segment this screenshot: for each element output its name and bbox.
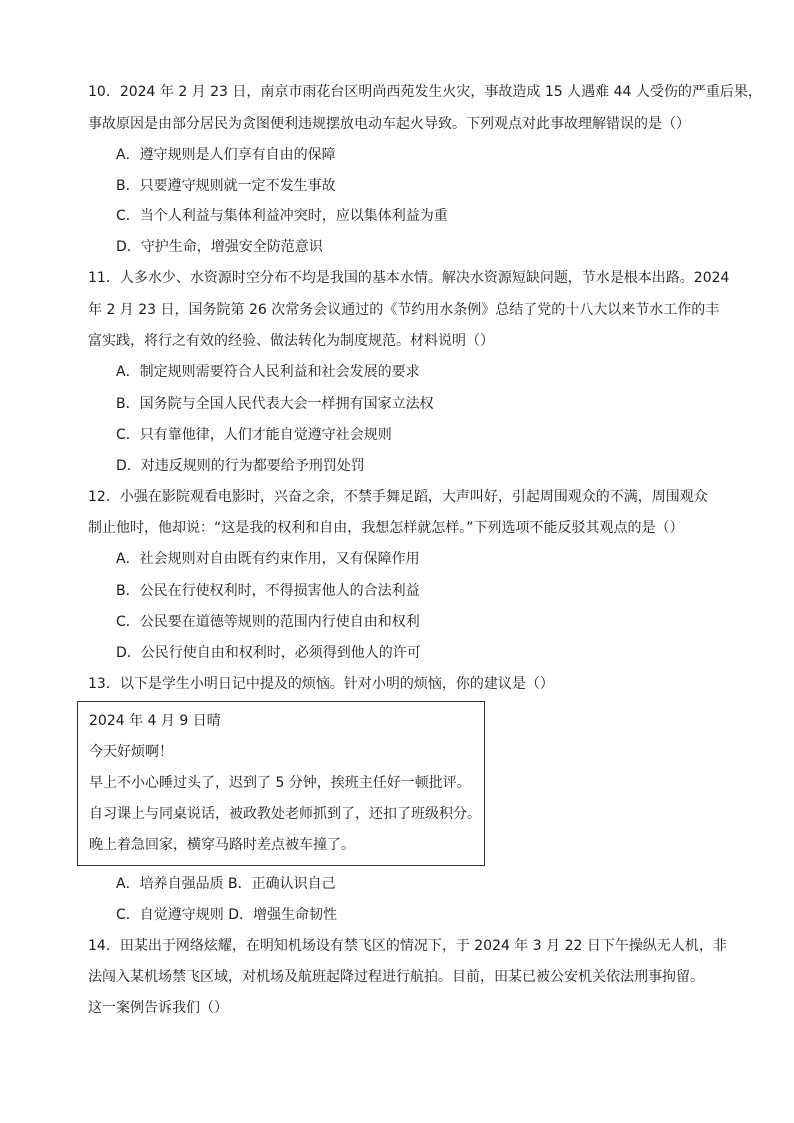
question-14-stem-line-1: 14．田某出于网络炫耀，在明知机场设有禁飞区的情况下，于 2024 年 3 月 22 日下午操纵无人机，非 [88, 938, 727, 954]
question-11-option-a: A．制定规则需要符合人民利益和社会发展的要求 [116, 364, 420, 380]
question-11-option-d: D．对违反规则的行为都要给予刑罚处罚 [116, 458, 365, 474]
question-10-option-b: B．只要遵守规则就一定不发生事故 [116, 178, 336, 194]
question-12-option-c: C．公民要在道德等规则的范围内行使自由和权利 [116, 614, 420, 630]
diary-line-2: 早上不小心睡过头了，迟到了 5 分钟，挨班主任好一顿批评。 [89, 775, 471, 791]
question-14-stem-line-2: 法闯入某机场禁飞区域，对机场及航班起降过程进行航拍。目前，田某已被公安机关依法刑事拘留。 [88, 969, 704, 985]
question-12-option-b: B．公民在行使权利时，不得损害他人的合法利益 [116, 583, 420, 599]
question-10-option-a: A．遵守规则是人们享有自由的保障 [116, 147, 336, 163]
question-14-stem-line-3: 这一案例告诉我们（） [88, 1000, 228, 1016]
question-12-option-a: A．社会规则对自由既有约束作用，又有保障作用 [116, 551, 420, 567]
diary-line-3: 自习课上与同桌说话，被政教处老师抓到了，还扣了班级积分。 [89, 806, 481, 822]
question-11-option-c: C．只有靠他律，人们才能自觉遵守社会规则 [116, 427, 392, 443]
question-11-stem-line-2: 年 2 月 23 日，国务院第 26 次常务会议通过的《节约用水条例》总结了党的十八大以来节水工作的丰 [88, 302, 720, 318]
question-10-option-c: C．当个人利益与集体利益冲突时，应以集体利益为重 [116, 208, 448, 224]
question-13-options-ab: A．培养自强品质 B．正确认识自己 [116, 876, 336, 892]
diary-date: 2024 年 4 月 9 日晴 [89, 713, 221, 729]
question-10-stem-line-2: 事故原因是由部分居民为贪图便利违规摆放电动车起火导致。下列观点对此事故理解错误的是（） [88, 116, 690, 132]
question-12-stem-line-1: 12．小强在影院观看电影时，兴奋之余，不禁手舞足蹈，大声叫好，引起周围观众的不满，周围观众 [88, 489, 708, 505]
question-11-stem-line-1: 11．人多水少、水资源时空分布不均是我国的基本水情。解决水资源短缺问题，节水是根本出路。2024 [88, 270, 730, 286]
question-13-stem-line-1: 13．以下是学生小明日记中提及的烦恼。针对小明的烦恼，你的建议是（） [88, 676, 554, 692]
diary-line-4: 晚上着急回家，横穿马路时差点被车撞了。 [89, 837, 355, 853]
question-10-stem-line-1: 10．2024 年 2 月 23 日，南京市雨花台区明尚西苑发生火灾，事故造成 15 人遇难 44 人受伤的严重后果， [88, 84, 762, 100]
question-13-options-cd: C．自觉遵守规则 D．增强生命韧性 [116, 907, 338, 923]
diary-line-1: 今天好烦啊！ [89, 744, 173, 760]
question-12-option-d: D．公民行使自由和权利时，必须得到他人的许可 [116, 645, 421, 661]
question-11-option-b: B．国务院与全国人民代表大会一样拥有国家立法权 [116, 396, 434, 412]
diary-box [77, 701, 485, 866]
question-10-option-d: D．守护生命，增强安全防范意识 [116, 239, 323, 255]
question-12-stem-line-2: 制止他时，他却说：“这是我的权利和自由，我想怎样就怎样。”下列选项不能反驳其观点的是（） [88, 520, 684, 536]
question-11-stem-line-3: 富实践，将行之有效的经验、做法转化为制度规范。材料说明（） [88, 333, 494, 349]
